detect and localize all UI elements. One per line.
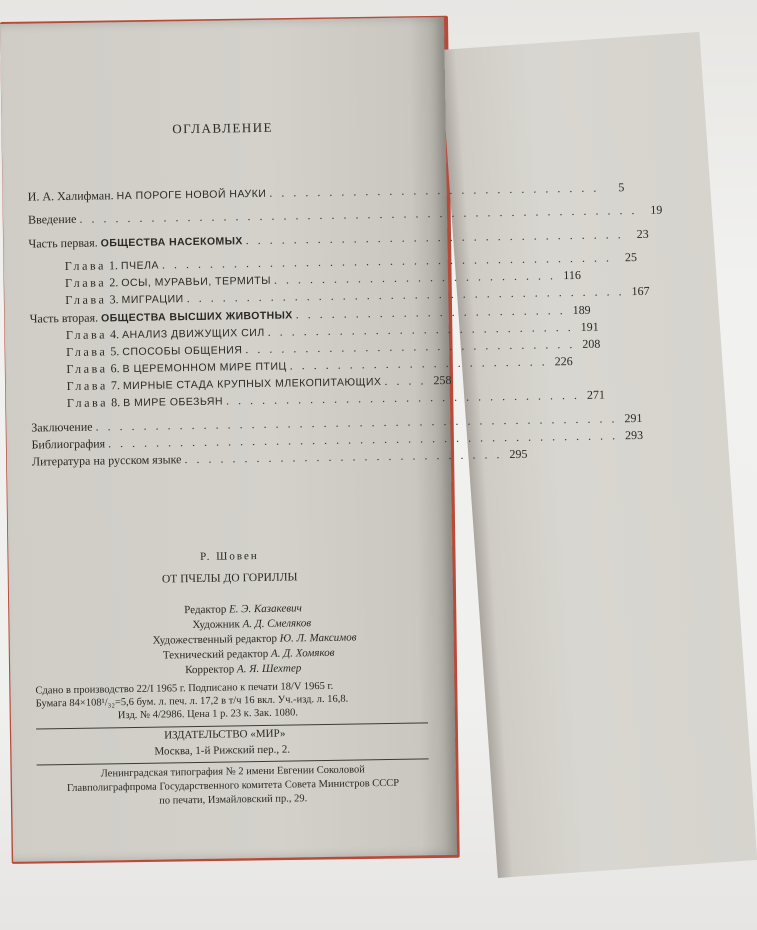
toc-entry-chapter-6: Глава 6. В ЦЕРЕМОННОМ МИРЕ ПТИЦ . . . . . . . . . . . . . . . . . . . . . . 226 — [66, 354, 573, 376]
toc-entry-page: 189 — [572, 302, 591, 318]
leader-dots: . . . . . . . . . . . . . . . . . . . . . . . . . . . — [184, 447, 503, 467]
toc-entry-label: МИГРАЦИИ — [121, 293, 184, 307]
toc-entry-page: 291 — [624, 410, 643, 426]
colophon-spec-line: Бумага 84×108¹/₃₂=5,6 бум. л. печ. л. 17,2 в т/ч 16 вкл. Уч.-изд. л. 16,8. — [35, 693, 349, 710]
toc-title: ОГЛАВЛЕНИЕ — [172, 119, 274, 137]
colophon-credit-editor: Редактор Е. Э. Казакевич — [184, 602, 302, 617]
toc-entry-page: 191 — [580, 319, 599, 334]
toc-entry-prefix: И. А. Халифман. — [27, 188, 114, 204]
leader-dots: . . . . . . . . . . . . . . . . . . . . . . . . . . . . . . . . . . . . . — [186, 284, 625, 306]
toc-entry-chapter-3: Глава 3. МИГРАЦИИ . . . . . . . . . . . . . . . . . . . . . . . . . . . . . . . . . . . . . 167 — [65, 283, 650, 308]
leader-dots: . . . . . . . . . . . . . . . . . . . . . . . . . . . . . . . . . . . . . . . . . . . . . . . — [79, 203, 638, 226]
toc-entry-introduction — [27, 202, 663, 229]
toc-entry-page: 293 — [624, 427, 644, 443]
toc-entry-label: ОБЩЕСТВА НАСЕКОМЫХ — [100, 235, 243, 250]
toc-entry-label: Заключение — [31, 419, 93, 435]
toc-entry-prefix: Часть первая. — [28, 235, 98, 251]
leader-dots: . . . . . . . . . . . . . . . . . . . . . . . . . . — [267, 320, 574, 339]
left-page — [0, 17, 663, 862]
colophon-spec-line: Сдано в производство 22/I 1965 г. Подписано к печати 18/V 1965 г. — [35, 680, 334, 697]
toc-entry-label: ОБЩЕСТВА ВЫСШИХ ЖИВОТНЫХ — [101, 309, 293, 325]
toc-entry-chapter-5: Глава 5. СПОСОБЫ ОБЩЕНИЯ . . . . . . . . . . . . . . . . . . . . . . . . . . . . 208 — [66, 336, 601, 360]
toc-entry-page: 295 — [509, 446, 528, 462]
toc-entry-label: ПЧЕЛА — [120, 259, 160, 273]
colophon-publisher: ИЗДАТЕЛЬСТВО «МИР» — [164, 727, 286, 742]
toc-entry-label: НА ПОРОГЕ НОВОЙ НАУКИ — [116, 187, 267, 203]
toc-entry-page: 271 — [586, 387, 606, 402]
leader-dots: . . . . . . . . . . . . . . . . . . . . . . . . . . . . . . . . . . . . . . . . . . . . — [95, 411, 618, 434]
toc-entry-chapter-4: Глава 4. АНАЛИЗ ДВИЖУЩИХ СИЛ . . . . . . . . . . . . . . . . . . . . . . . . . . 191 — [65, 319, 599, 343]
leader-dots: . . . . . . . . . . . . . . . . . . . . . . . . . . . . — [269, 180, 600, 200]
toc-entry-page: 258 — [433, 372, 452, 388]
toc-entry-label: АНАЛИЗ ДВИЖУЩИХ СИЛ — [121, 326, 265, 342]
toc-entry-chapter-7: Глава 7. МИРНЫЕ СТАДА КРУПНЫХ МЛЕКОПИТАЮЩИХ . . . . 258 — [66, 372, 452, 393]
colophon-credit-tech-editor: Технический редактор А. Д. Хомяков — [162, 646, 335, 662]
toc-entry-label: Введение — [27, 211, 77, 227]
colophon-printer-line: Главполиграфпрома Государственного комитета Совета Министров СССР — [66, 777, 400, 795]
leader-dots: . . . . — [384, 373, 427, 389]
leader-dots: . . . . . . . . . . . . . . . . . . . . . . . . . . . . . . . . . . . . . . — [161, 250, 612, 272]
colophon-author: Р. Шовен — [199, 550, 259, 563]
toc-entry-label: ОСЫ, МУРАВЬИ, ТЕРМИТЫ — [121, 274, 272, 290]
leader-dots: . . . . . . . . . . . . . . . . . . . . . . . . . . . . . . — [225, 387, 581, 408]
toc-entry-page: 167 — [631, 283, 650, 299]
colophon-printer-line: по печати, Измайловский пр., 29. — [159, 793, 308, 807]
colophon-credit-artist: Художник А. Д. Смеляков — [192, 617, 312, 632]
colophon-credit-proofreader: Корректор А. Я. Шехтер — [185, 662, 302, 677]
leader-dots: . . . . . . . . . . . . . . . . . . . . . . . . . . . . — [245, 337, 576, 357]
colophon-printer-line: Ленинградская типография № 2 имени Евгении Соколовой — [100, 764, 365, 780]
toc-entry-page: 19 — [650, 202, 663, 217]
toc-entry-label: В ЦЕРЕМОННОМ МИРЕ ПТИЦ — [122, 360, 287, 376]
toc-entry-page: 226 — [554, 354, 573, 369]
toc-entry-chapter-2: Глава 2. ОСЫ, МУРАВЬИ, ТЕРМИТЫ . . . . . . . . . . . . . . . . . . . . . . . . 116 — [64, 267, 581, 291]
toc-entry-page: 5 — [618, 180, 625, 195]
toc-entry-page: 23 — [636, 226, 649, 242]
leader-dots: . . . . . . . . . . . . . . . . . . . . . . . . — [273, 268, 557, 287]
toc-entry-chapter-8: Глава 8. В МИРЕ ОБЕЗЬЯН . . . . . . . . . . . . . . . . . . . . . . . . . . . . . . 271 — [66, 387, 606, 410]
toc-entry-label: Литература на русском языке — [31, 452, 182, 469]
toc-entry-prefix: Часть вторая. — [29, 310, 99, 326]
toc-entry-page: 116 — [563, 267, 581, 283]
toc-entry-label: СПОСОБЫ ОБЩЕНИЯ — [122, 344, 243, 359]
leader-dots: . . . . . . . . . . . . . . . . . . . . . . . . . . . . . . . . — [245, 227, 624, 248]
toc-entry-label: В МИРЕ ОБЕЗЬЯН — [123, 395, 224, 410]
toc-entry-page: 25 — [624, 250, 637, 265]
colophon-credit-art-editor: Художественный редактор Ю. Л. Максимов — [152, 631, 357, 647]
toc-entry-label: Библиография — [31, 436, 106, 452]
leader-dots: . . . . . . . . . . . . . . . . . . . . . . . . . . . . . . . . . . . . . . . . . . . — [107, 428, 619, 451]
toc-entry-page: 208 — [582, 336, 601, 351]
leader-dots: . . . . . . . . . . . . . . . . . . . . . . — [289, 354, 548, 373]
leader-dots: . . . . . . . . . . . . . . . . . . . . . . . — [295, 303, 566, 322]
toc-entry-intro-essay — [27, 180, 625, 206]
colophon-book-title: ОТ ПЧЕЛЫ ДО ГОРИЛЛЫ — [161, 571, 298, 586]
toc-entry-label: МИРНЫЕ СТАДА КРУПНЫХ МЛЕКОПИТАЮЩИХ — [122, 376, 382, 393]
toc-entry-part-one — [28, 226, 649, 253]
colophon-address: Москва, 1-й Рижский пер., 2. — [154, 743, 291, 758]
toc-entry-chapter-1: Глава 1. ПЧЕЛА . . . . . . . . . . . . . . . . . . . . . . . . . . . . . . . . . . . . . . 25 — [64, 250, 637, 274]
colophon-spec-line: Изд. № 4/2986. Цена 1 р. 23 к. Зак. 1080. — [117, 707, 299, 722]
